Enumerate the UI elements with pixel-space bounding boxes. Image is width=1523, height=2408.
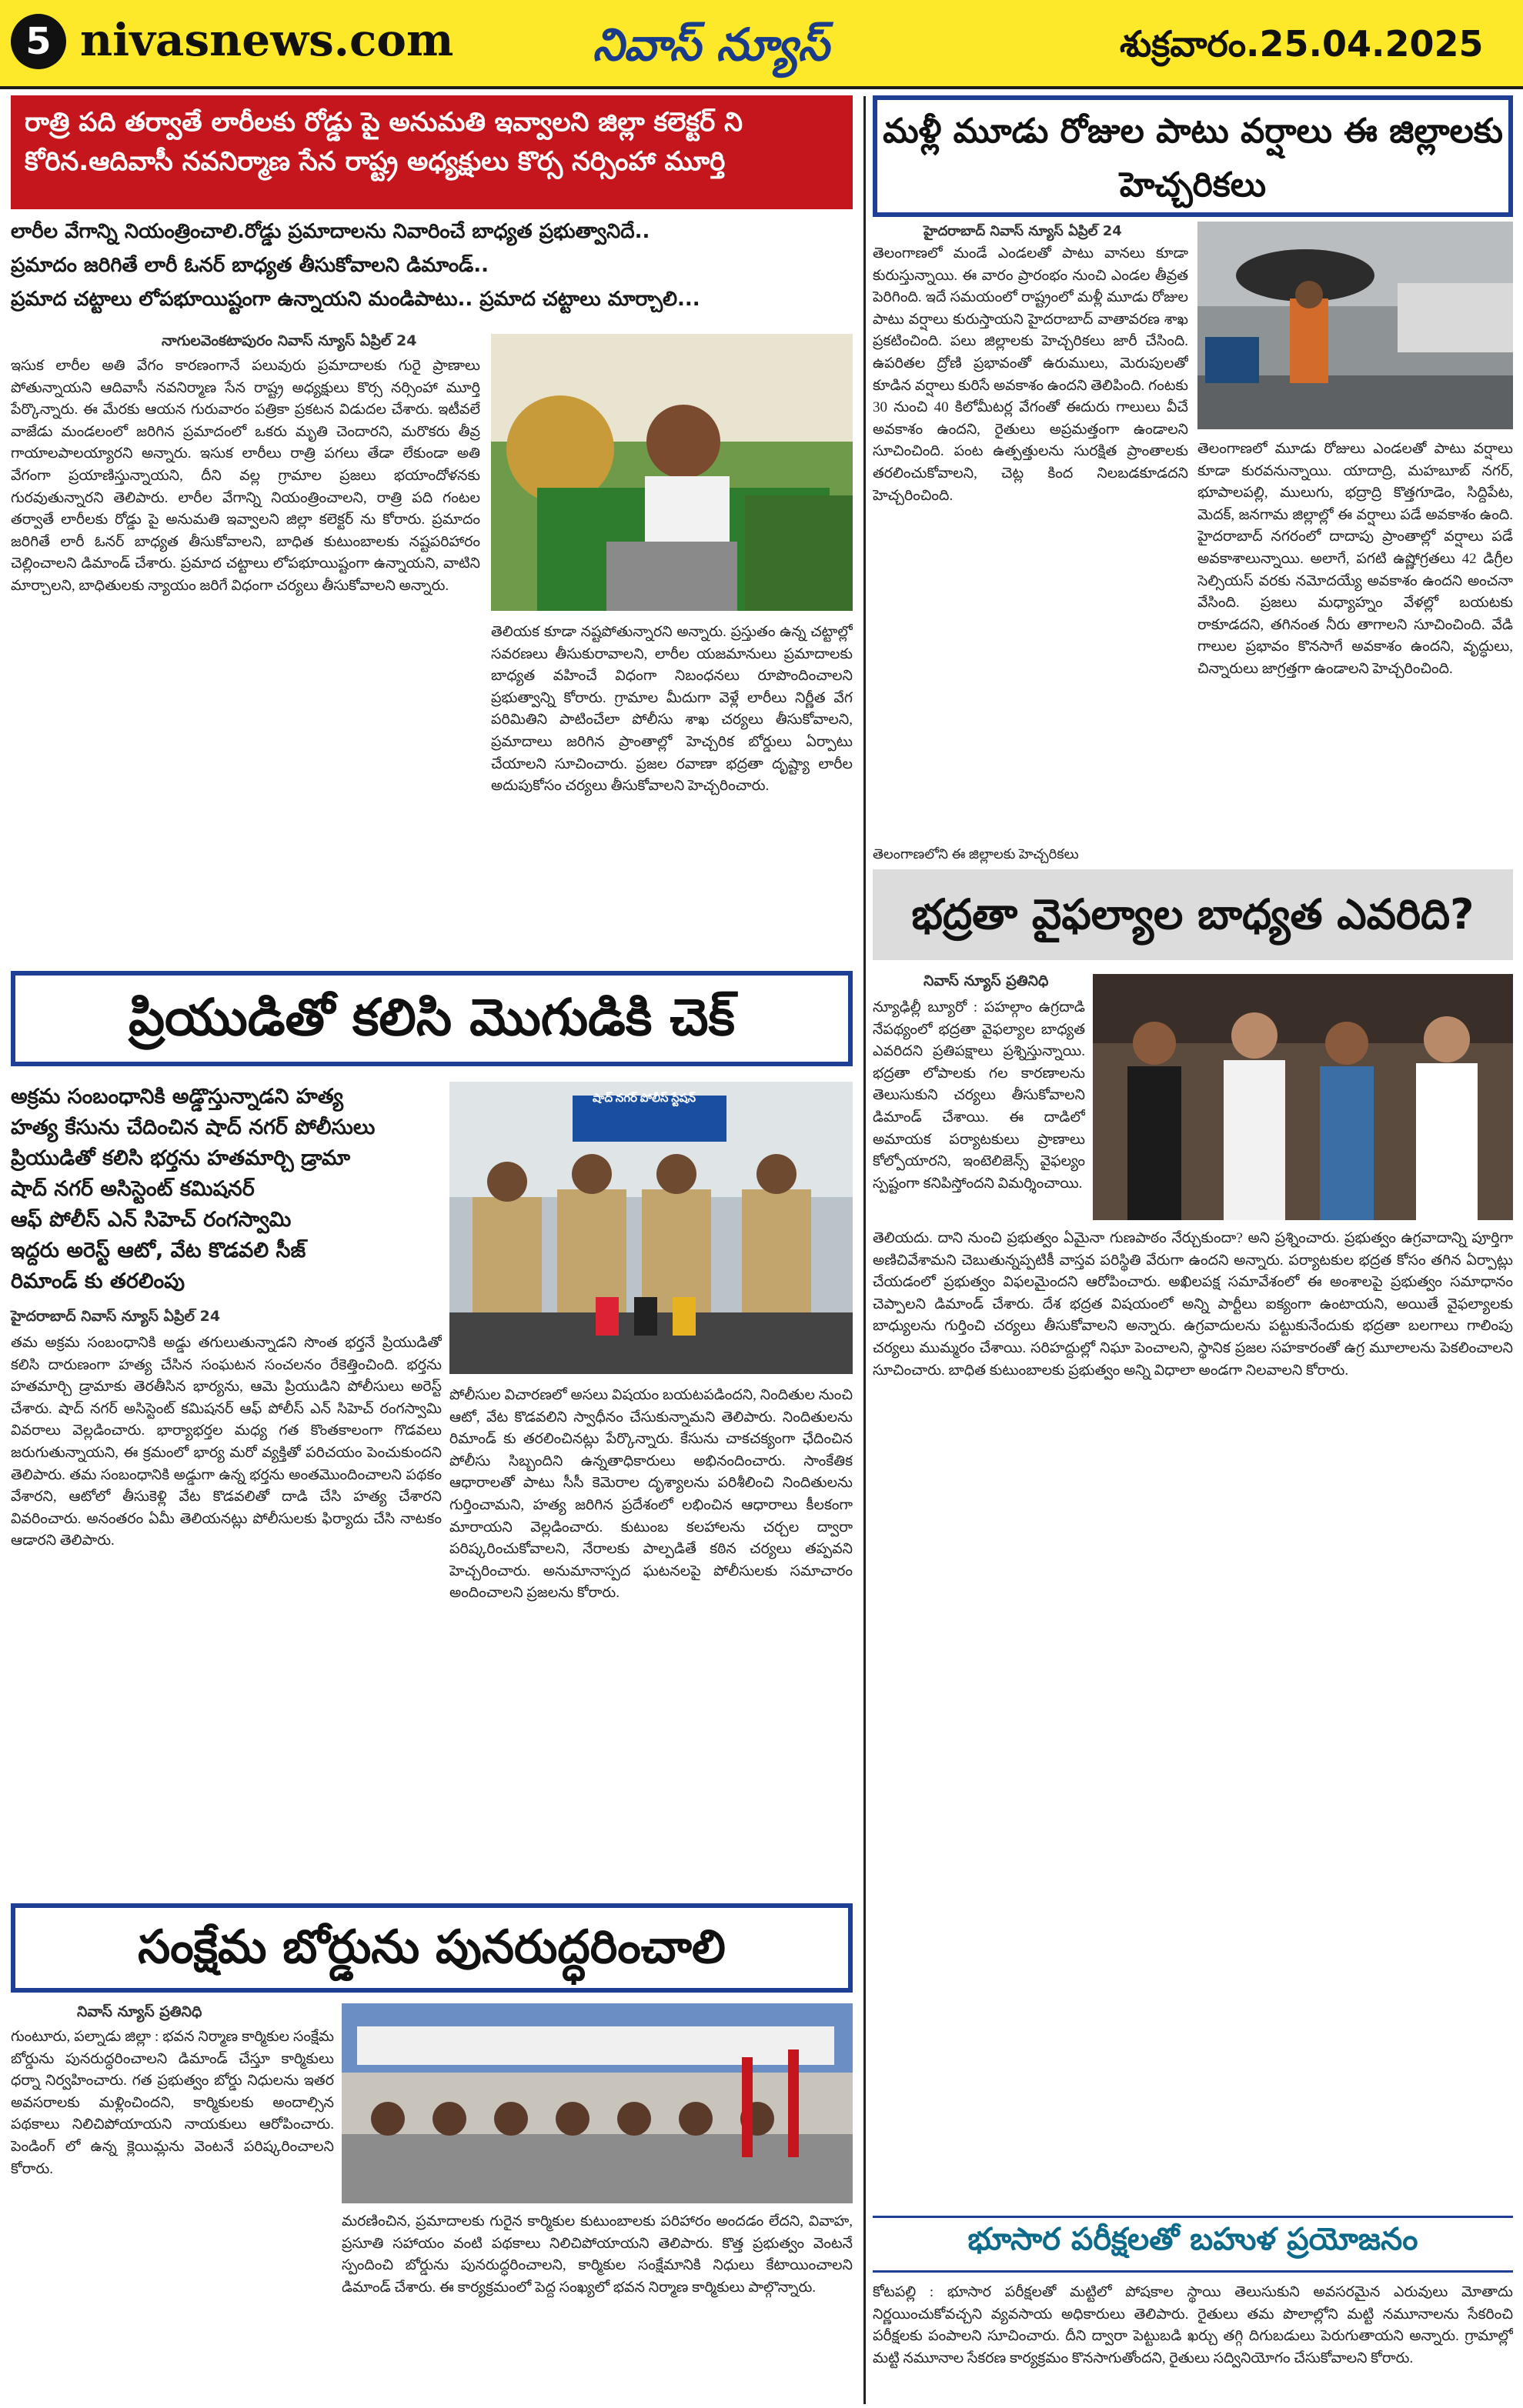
welfare-headline: సంక్షేమ బోర్డును పునరుద్ధరించాలి xyxy=(11,1903,853,1993)
lorry-subhead-2: ప్రమాదం జరిగితే లారీ ఓనర్ బాధ్యత తీసుకోవాలని డిమాండ్.. xyxy=(11,254,489,277)
security-body-col2: తెలియదు. దాని నుంచి ప్రభుత్వం ఏమైనా గుణపాఠం నేర్చుకుందా? అని ప్రశ్నించారు. ప్రభుత్వం ఉగ్రవాదాన్ని పూర్తిగా అణిచివేశామని చెబుతున్నప్పటికీ వాస్తవ పరిస్థితి వేరుగా ఉందని అన్నారు. పర్యాటకుల భద్రత కోసం తగిన ఏర్పాట్లు చేయడంలో ప్రభుత్వం విఫలమైందని ఆరోపించారు. అఖిలపక్ష సమావేశంలో ఈ అంశాలపై ప్రభుత్వం సమాధానం చెప్పాలని డిమాండ్ చేశారు. దేశ భద్రత విషయంలో అన్ని పార్టీలు ఐక్యంగా ఉంటాయని, అయితే వైఫల్యాలకు బాధ్యులను గుర్తించి చర్యలు తీసుకోవాలని అన్నారు. ఉగ్రవాదులను పట్టుకునేందుకు భద్రతా బలగాలు గాలింపు చర్యలు ముమ్మరం చేశాయి. సరిహద్దుల్లో నిఘా పెంచాలని, స్థానిక ప్రజల సహకారంతో ఉగ్ర మూలాలను పెకలించాలని సూచించారు. బాధిత కుటుంబాలకు ప్రభుత్వం అన్ని విధాలా అండగా నిలవాలని కోరారు. xyxy=(873,1230,1513,1379)
wife-body-col1: తమ అక్రమ సంబంధానికి అడ్డు తగులుతున్నాడని సొంత భర్తనే ప్రియుడితో కలిసి దారుణంగా హత్య చేసిన సంఘటన సంచలనం రేకెత్తించింది. భర్తను హతమార్చి డ్రామాకు తెరతీసిన భార్యను, ఆమె ప్రియుడిని పోలీసులు అరెస్ట్ చేశారు. షాద్ నగర్ అసిస్టెంట్ కమిషనర్ ఆఫ్ పోలీస్ ఎన్ సిహెచ్ రంగస్వామి వివరాలు వెల్లడించారు. భార్యాభర్తల మధ్య గత కొంతకాలంగా గొడవలు జరుగుతున్నాయని, ఈ క్రమంలో భార్య మరో వ్యక్తితో పరిచయం పెంచుకుందని తెలిపారు. తమ సంబంధానికి అడ్డుగా ఉన్న భర్తను అంతమొందించాలని పథకం వేశారని, ఆటోలో తీసుకెళ్లి వేట కొడవలితో దాడి చేసి హత్య చేశారని వివరించారు. అనంతరం ఏమీ తెలియనట్లు పోలీసులకు ఫిర్యాదు చేసి నాటకం ఆడారని తెలిపారు. xyxy=(11,1335,442,1549)
welfare-body-col1: గుంటూరు, పల్నాడు జిల్లా : భవన నిర్మాణ కార్మికుల సంక్షేమ బోర్డును పునరుద్ధరించాలని డిమాండ్ చేస్తూ కార్మికులు ధర్నా నిర్వహించారు. గత ప్రభుత్వం బోర్డు నిధులను ఇతర అవసరాలకు మళ్లించిందని, కార్మికులకు అందాల్సిన పథకాలు నిలిచిపోయాయని నాయకులు ఆరోపించారు. పెండింగ్ లో ఉన్న క్లెయిమ్లను వెంటనే పరిష్కరించాలని కోరారు. xyxy=(11,2029,334,2177)
wife-subhead-7: రిమాండ్ కు తరలింపు xyxy=(11,1269,185,1293)
rain-byline: హైదరాబాద్ నివాస్ న్యూస్ ఏప్రిల్ 24 xyxy=(923,223,1122,239)
wife-subhead-3: ప్రియుడితో కలిసి భర్తను హతమార్చి డ్రామా xyxy=(11,1146,351,1170)
wife-photo xyxy=(449,1082,853,1374)
lorry-photo xyxy=(491,334,853,611)
security-photo xyxy=(1093,974,1513,1220)
soil-body: కోటపల్లి : భూసార పరీక్షలతో మట్టిలో పోషకాల స్థాయి తెలుసుకుని అవసరమైన ఎరువులు మోతాదు నిర్ణయించుకోవచ్చని వ్యవసాయ అధికారులు తెలిపారు. రైతులు తమ పొలాల్లోని మట్టి నమూనాలను సేకరించి పరీక్షలకు పంపాలని సూచించారు. దీని ద్వారా పెట్టుబడి ఖర్చు తగ్గి దిగుబడులు పెరుగుతాయని అన్నారు. గ్రామాల్లో మట్టి నమూనాల సేకరణ కార్యక్రమం కొనసాగుతోందని, రైతులు సద్వినియోగం చేసుకోవాలని కోరారు. xyxy=(873,2284,1513,2366)
lorry-subhead-1: లారీల వేగాన్ని నియంత్రించాలి.రోడ్డు ప్రమాదాలను నివారించే బాధ్యత ప్రభుత్వానిదే.. xyxy=(11,220,650,243)
lorry-headline: రాత్రి పది తర్వాతే లారీలకు రోడ్డు పై అనుమతి ఇవ్వాలని జిల్లా కలెక్టర్ ని కోరిన.ఆదివాసీ నవనిర్మాణ సేన రాష్ట్ర అధ్యక్షులు కొర్స నర్సింహా మూర్తి xyxy=(11,95,853,209)
rain-body-col1: తెలంగాణలో మండే ఎండలతో పాటు వానలు కూడా కురుస్తున్నాయి. ఈ వారం ప్రారంభం నుంచి ఎండల తీవ్రత పెరిగింది. ఇదే సమయంలో రాష్ట్రంలో మళ్లీ మూడు రోజుల పాటు వర్షాలు కురుస్తాయని హైదరాబాద్ వాతావరణ శాఖ ప్రకటించింది. పలు జిల్లాలకు హెచ్చరికలు జారీ చేసింది. ఉపరితల ద్రోణి ప్రభావంతో ఉరుములు, మెరుపులతో కూడిన వర్షాలు కురిసే అవకాశం ఉందని తెలిపింది. గంటకు 30 నుంచి 40 కిలోమీటర్ల వేగంతో ఈదురు గాలులు వీచే అవకాశం ఉందని, రైతులు అప్రమత్తంగా ఉండాలని సూచించింది. పంట ఉత్పత్తులను సురక్షిత ప్రాంతాలకు తరలించుకోవాలని, చెట్ల కింద నిలబడకూడదని హెచ్చరించింది. xyxy=(873,245,1188,504)
wife-subhead-2: హత్య కేసును చేదించిన షాద్ నగర్ పోలీసులు xyxy=(11,1116,376,1139)
column-divider xyxy=(863,96,866,2404)
brand-logo: నివాస్ న్యూస్ xyxy=(593,18,830,71)
welfare-body-col2: మరణించిన, ప్రమాదాలకు గురైన కార్మికుల కుటుంబాలకు పరిహారం అందడం లేదని, వివాహ, ప్రసూతి సహాయం వంటి పథకాలు నిలిచిపోయాయని తెలిపారు. కొత్త ప్రభుత్వం వెంటనే స్పందించి బోర్డును పునరుద్ధరించాలని, కార్మికుల సంక్షేమానికి నిధులు కేటాయించాలని డిమాండ్ చేశారు. ఈ కార్యక్రమంలో పెద్ద సంఖ్యలో భవన నిర్మాణ కార్మికులు పాల్గొన్నారు. xyxy=(342,2213,853,2296)
lorry-byline: నాగులవెంకటాపురం నివాస్ న్యూస్ ఏప్రిల్ 24 xyxy=(162,332,417,349)
rain-photo xyxy=(1197,222,1513,429)
wife-subhead-4: షాద్ నగర్ అసిస్టెంట్ కమిషనర్ xyxy=(11,1177,255,1201)
wife-subhead-6: ఇద్దరు అరెస్ట్ ఆటో, వేట కొడవలి సీజ్ xyxy=(11,1239,306,1262)
site-url[interactable]: nivasnews.com xyxy=(80,14,454,66)
wife-subhead-1: అక్రమ సంబంధానికి అడ్డొస్తున్నాడని హత్య xyxy=(11,1085,343,1109)
issue-date: శుక్రవారం.25.04.2025 xyxy=(1120,23,1484,65)
wife-subheads xyxy=(11,1082,442,1297)
wife-headline: ప్రియుడితో కలిసి మొగుడికి చెక్ xyxy=(11,971,853,1066)
wife-subhead-5: ఆఫ్ పోలీస్ ఎన్ సిహెచ్ రంగస్వామి xyxy=(11,1208,292,1232)
security-byline: నివాస్ న్యూస్ ప్రతినిధి xyxy=(923,972,1049,989)
rain-body-col2: తెలంగాణలో మూడు రోజులు ఎండలతో పాటు వర్షాలు కూడా కురవనున్నాయి. యాదాద్రి, మహబూబ్ నగర్, భూపాలపల్లి, ములుగు, భద్రాద్రి కొత్తగూడెం, సిద్దిపేట, మెదక్, జనగామ జిల్లాల్లో ఈ వర్షాలు పడే అవకాశం ఉంది. హైదరాబాద్ నగరంలో దాదాపు ప్రాంతాల్లో వర్షాలు పడే అవకాశాలున్నాయి. అలాగే, పగటి ఉష్ణోగ్రతలు 42 డిగ్రీల సెల్సియస్ వరకు నమోదయ్యే అవకాశం ఉందని అంచనా వేసింది. ప్రజలు మధ్యాహ్నం వేళల్లో బయటకు రాకూడదని, తగినంత నీరు తాగాలని సూచించింది. వేడి గాలుల ప్రభావం కొనసాగే అవకాశం ఉందని, వృద్ధులు, చిన్నారులు జాగ్రత్తగా ఉండాలని హెచ్చరించింది. xyxy=(1197,441,1513,677)
welfare-photo xyxy=(342,2003,853,2203)
lorry-body-col1: ఇసుక లారీల అతి వేగం కారణంగానే పలువురు ప్రమాదాలకు గురై ప్రాణాలు పోతున్నాయని ఆదివాసీ నవనిర్మాణ సేన రాష్ట్ర అధ్యక్షులు కొర్స నర్సింహా మూర్తి పేర్కొన్నారు. ఈ మేరకు ఆయన గురువారం పత్రికా ప్రకటన విడుదల చేశారు. ఇటీవలే వాజేడు మండలంలో జరిగిన ప్రమాదంలో ఒకరు మృతి చెందారని, మరొకరు తీవ్ర గాయాలపాలయ్యారని అన్నారు. ఇసుక లారీలు రాత్రి పగలు తేడా లేకుండా అతి వేగంగా ప్రయాణిస్తున్నాయని, దీని వల్ల గ్రామాల ప్రజలు భయాందోళనకు గురవుతున్నారని తెలిపారు. లారీల వేగాన్ని నియంత్రించాలని, రాత్రి పది గంటల తర్వాతే లారీలకు రోడ్డు పై అనుమతి ఇవ్వాలని జిల్లా కలెక్టర్ ను కోరారు. ప్రమాదం జరిగితే లారీ ఓనర్ బాధ్యత తీసుకోవాలని, బాధిత కుటుంబాలకు నష్టపరిహారం చెల్లించాలని డిమాండ్ చేశారు. ప్రమాద చట్టాలు లోపభూయిష్టంగా ఉన్నాయని, వాటిని మార్చాలని, బాధితులకు న్యాయం జరిగే విధంగా చర్యలు తీసుకోవాలని అన్నారు. xyxy=(11,358,480,594)
lorry-subhead-3: ప్రమాద చట్టాలు లోపభూయిష్టంగా ఉన్నాయని మండిపాటు.. ప్రమాద చట్టాలు మార్చాలి... xyxy=(11,288,700,311)
security-body-col1: న్యూఢిల్లీ బ్యూరో : పహల్గాం ఉగ్రదాడి నేపథ్యంలో భద్రతా వైఫల్యాల బాధ్యత ఎవరిదని ప్రతిపక్షాలు ప్రశ్నిస్తున్నాయి. భద్రతా లోపాలకు గల కారణాలను తెలుసుకుని చర్యలు తీసుకోవాలని డిమాండ్ చేశాయి. ఈ దాడిలో అమాయక పర్యాటకులు ప్రాణాలు కోల్పోయారని, ఇంటెలిజెన్స్ వైఫల్యం స్పష్టంగా కనిపిస్తోందని విమర్శించాయి. xyxy=(873,999,1085,1192)
wife-byline: హైదరాబాద్ నివాస్ న్యూస్ ఏప్రిల్ 24 xyxy=(11,1308,221,1325)
security-headline: భద్రతా వైఫల్యాల బాధ్యత ఎవరిది? xyxy=(873,869,1513,960)
lorry-body-col2: తెలియక కూడా నష్టపోతున్నారని అన్నారు. ప్రస్తుతం ఉన్న చట్టాల్లో సవరణలు తీసుకురావాలని, లారీల యజమానులు ప్రమాదాలకు బాధ్యత వహించే విధంగా నిబంధనలు రూపొందించాలని ప్రభుత్వాన్ని కోరారు. గ్రామాల మీదుగా వెళ్లే లారీలు నిర్ణీత వేగ పరిమితిని పాటించేలా పోలీసు శాఖ చర్యలు తీసుకోవాలని, ప్రమాదాలు జరిగిన ప్రాంతాల్లో హెచ్చరిక బోర్డులు ఏర్పాటు చేయాలని సూచించారు. ప్రజల రవాణా భద్రతా దృష్ట్యా లారీల అదుపుకోసం చర్యలు తీసుకోవాలని హెచ్చరించారు. xyxy=(491,624,853,795)
rain-caption: తెలంగాణలోని ఈ జిల్లాలకు హెచ్చరికలు xyxy=(873,846,1079,862)
welfare-byline: నివాస్ న్యూస్ ప్రతినిధి xyxy=(77,2003,202,2020)
wife-photo-label: షాద్ నగర్ పోలీస్ స్టేషన్ xyxy=(593,1092,696,1105)
wife-body-col2: పోలీసుల విచారణలో అసలు విషయం బయటపడిందని, నిందితుల నుంచి ఆటో, వేట కొడవలిని స్వాధీనం చేసుకున్నామని తెలిపారు. నిందితులను రిమాండ్ కు తరలించినట్లు పేర్కొన్నారు. కేసును చాకచక్యంగా ఛేదించిన పోలీసు సిబ్బందిని ఉన్నతాధికారులు అభినందించారు. సాంకేతిక ఆధారాలతో పాటు సీసీ కెమెరాల దృశ్యాలను పరిశీలించి నిందితులను గుర్తించామని, హత్య జరిగిన ప్రదేశంలో లభించిన ఆధారాలు కీలకంగా మారాయని వెల్లడించారు. కుటుంబ కలహాలను చర్చల ద్వారా పరిష్కరించుకోవాలని, నేరాలకు పాల్పడితే కఠిన చర్యలు తప్పవని హెచ్చరించారు. అనుమానాస్పద ఘటనలపై పోలీసులకు సమాచారం అందించాలని ప్రజలను కోరారు. xyxy=(449,1387,853,1602)
page-number: 5 xyxy=(11,14,66,69)
soil-headline: భూసార పరీక్షలతో బహుళ ప్రయోజనం xyxy=(967,2222,1418,2257)
rain-headline: మళ్లీ మూడు రోజుల పాటు వర్షాలు ఈ జిల్లాలకు హెచ్చరికలు xyxy=(873,95,1513,217)
